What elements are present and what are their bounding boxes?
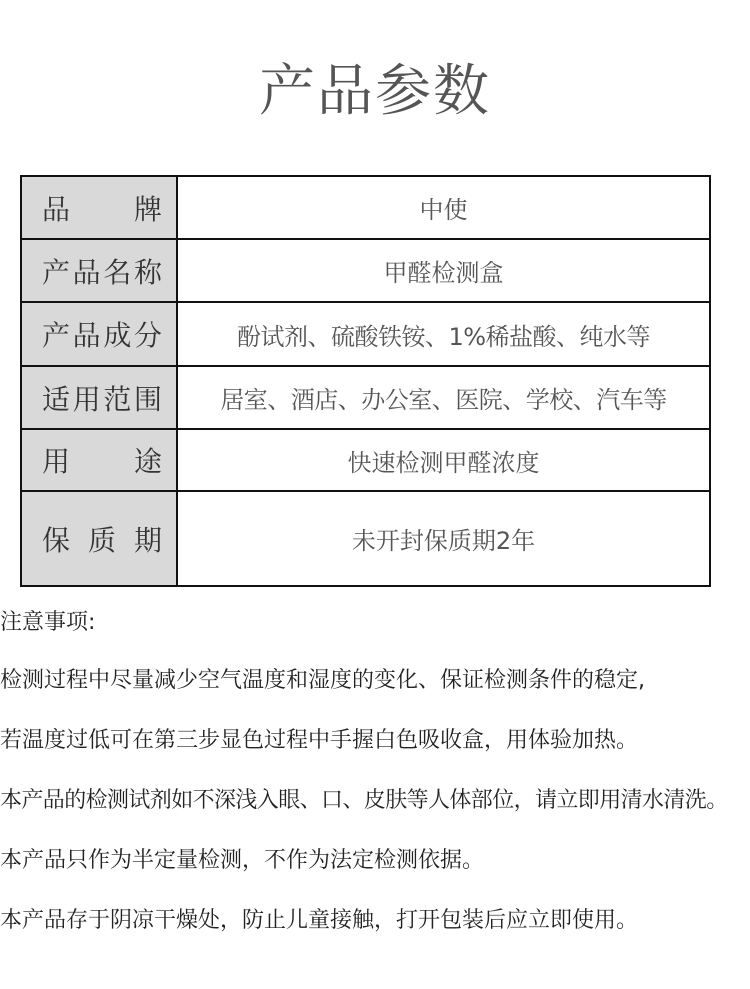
param-value: 甲醛检测盒 xyxy=(177,239,710,302)
table-row xyxy=(21,239,710,302)
param-label: 保质期 xyxy=(42,523,162,557)
table-row xyxy=(21,366,710,429)
param-label: 用途 xyxy=(42,445,162,478)
page-title: 产品参数 xyxy=(259,59,491,124)
param-label: 品牌 xyxy=(42,192,162,226)
param-label-cell xyxy=(21,429,177,491)
notes-section xyxy=(0,606,750,964)
param-value: 快速检测甲醛浓度 xyxy=(177,429,710,491)
param-value: 酚试剂、硫酸铁铵、1%稀盐酸、纯水等 xyxy=(177,302,710,366)
table-row xyxy=(21,176,710,239)
param-value: 居室、酒店、办公室、医院、学校、汽车等 xyxy=(177,366,710,429)
param-label-cell xyxy=(21,239,177,302)
note-item: 本产品只作为半定量检测，不作为法定检测依据。 xyxy=(0,848,485,873)
param-label-cell xyxy=(21,302,177,366)
param-value: 中使 xyxy=(177,176,710,239)
param-label-cell xyxy=(21,366,177,429)
param-label: 产品名称 xyxy=(42,255,162,289)
notes-heading: 注意事项: xyxy=(0,610,96,635)
table-row xyxy=(21,302,710,366)
note-item: 本产品的检测试剂如不深浅入眼、口、皮肤等人体部位，请立即用清水清洗。 xyxy=(0,788,728,813)
param-label: 产品成分 xyxy=(42,319,162,352)
note-item: 若温度过低可在第三步显色过程中手握白色吸收盒，用体验加热。 xyxy=(0,728,639,753)
table-row xyxy=(21,429,710,491)
product-parameters-table xyxy=(20,175,711,587)
table-row xyxy=(21,491,710,586)
param-label-cell xyxy=(21,491,177,586)
note-item: 本产品存于阴凉干燥处，防止儿童接触，打开包装后应立即使用。 xyxy=(0,908,639,933)
note-item: 检测过程中尽量减少空气温度和湿度的变化、保证检测条件的稳定, xyxy=(0,668,645,693)
param-label: 适用范围 xyxy=(42,382,162,416)
param-label-cell xyxy=(21,176,177,239)
param-value: 未开封保质期2年 xyxy=(177,491,710,586)
